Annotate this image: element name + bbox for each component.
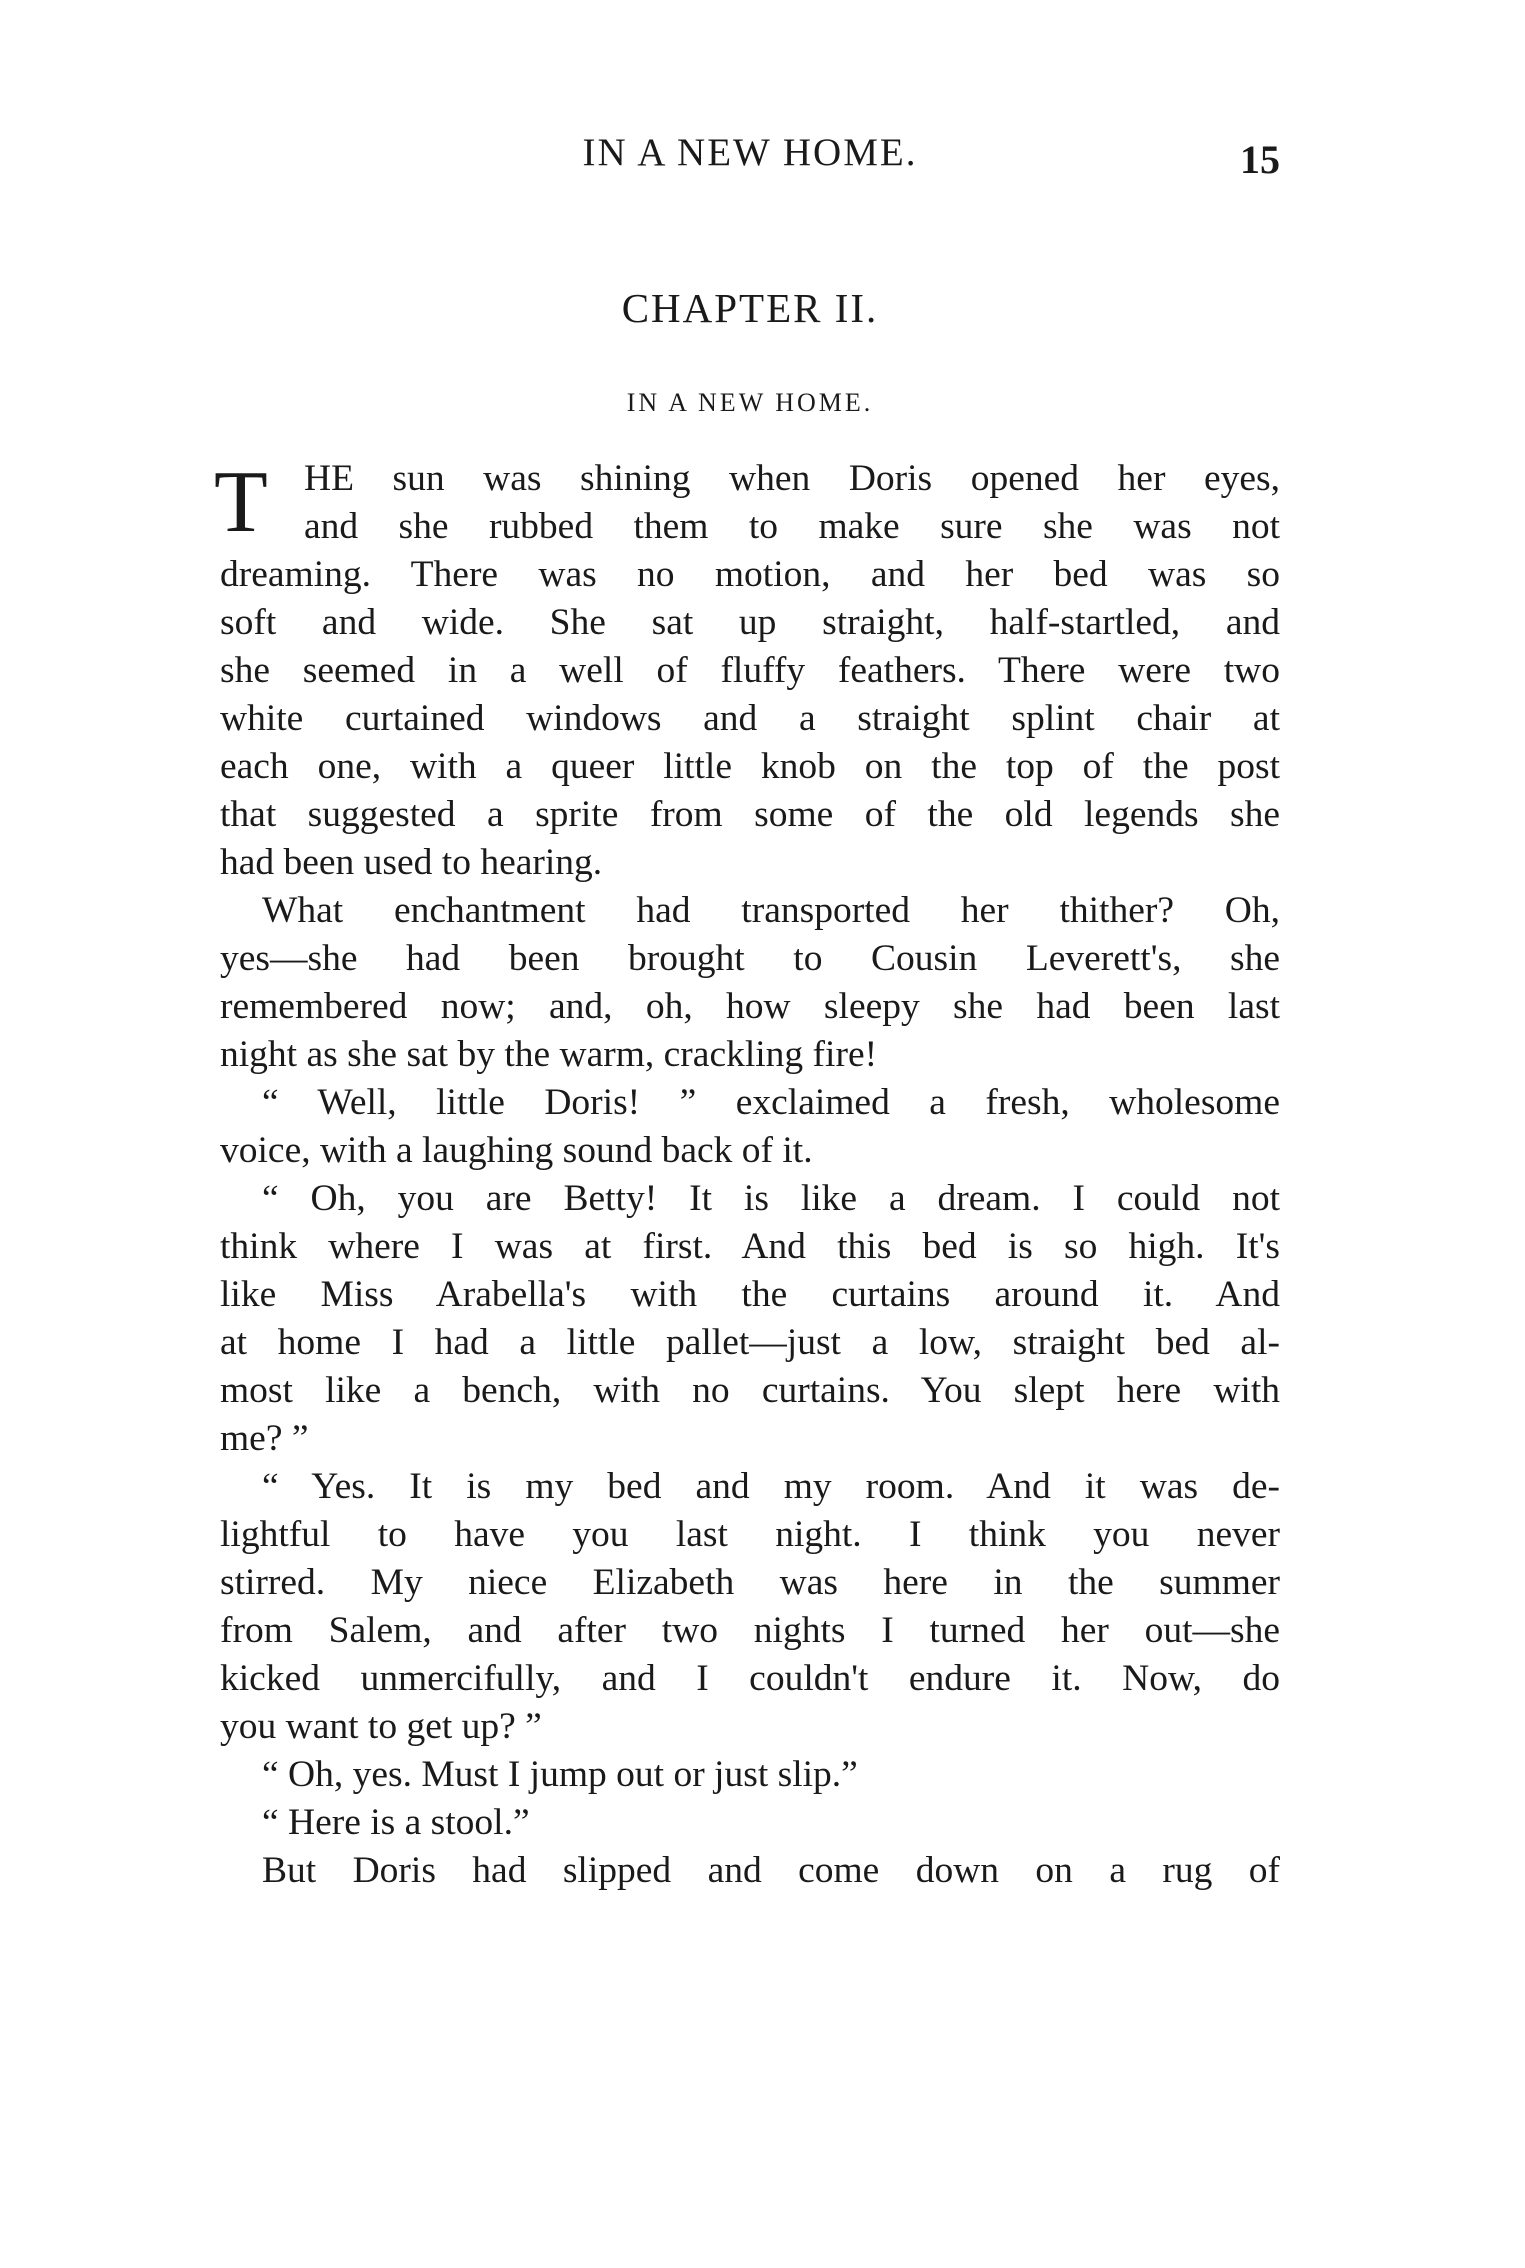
text-line: night as she sat by the warm, crackling fire! [220, 1034, 878, 1075]
text-line: voice, with a laughing sound back of it. [220, 1130, 813, 1171]
text-line: “ Oh, you are Betty! It is like a dream. I could not [262, 1178, 1280, 1219]
drop-cap: T [214, 454, 268, 551]
text-line: “ Well, little Doris! ” exclaimed a fresh, wholesome [262, 1082, 1280, 1123]
text-line: that suggested a sprite from some of the old legends she [220, 794, 1280, 835]
text-line: But Doris had slipped and come down on a rug of [262, 1850, 1280, 1891]
text-line: me? ” [220, 1418, 309, 1459]
text-line: you want to get up? ” [220, 1706, 542, 1747]
text-line: soft and wide. She sat up straight, half-startled, and [220, 602, 1280, 643]
text-line: had been used to hearing. [220, 842, 603, 883]
text-line: remembered now; and, oh, how sleepy she had been last [220, 986, 1280, 1027]
text-line: each one, with a queer little knob on the top of the post [220, 746, 1280, 787]
text-line: “ Here is a stool.” [262, 1802, 530, 1843]
text-line: think where I was at first. And this bed is so high. It's [220, 1226, 1280, 1267]
text-line: most like a bench, with no curtains. You slept here with [220, 1370, 1280, 1411]
text-line: and she rubbed them to make sure she was not [304, 506, 1280, 547]
text-line: white curtained windows and a straight splint chair at [220, 698, 1280, 739]
running-title: IN A NEW HOME. [582, 131, 918, 174]
chapter-subtitle: IN A NEW HOME. [626, 388, 874, 417]
chapter-heading: CHAPTER II. [621, 285, 879, 331]
text-line: “ Oh, yes. Must I jump out or just slip.” [262, 1754, 858, 1795]
text-line: yes—she had been brought to Cousin Leverett's, she [220, 938, 1280, 979]
text-line: kicked unmercifully, and I couldn't endure it. Now, do [220, 1658, 1280, 1699]
text-line-content: HE sun was shining when Doris opened her eyes, [304, 458, 1280, 499]
running-head [220, 130, 1280, 190]
text-line: stirred. My niece Elizabeth was here in the summer [220, 1562, 1280, 1603]
text-line: like Miss Arabella's with the curtains around it. And [220, 1274, 1280, 1315]
text-line: What enchantment had transported her thither? Oh, [262, 890, 1280, 931]
body-text [214, 454, 1280, 1895]
text-line: she seemed in a well of fluffy feathers. There were two [220, 650, 1280, 691]
text-line: “ Yes. It is my bed and my room. And it was de- [262, 1466, 1280, 1507]
text-line: at home I had a little pallet—just a low, straight bed al- [220, 1322, 1280, 1363]
text-line: dreaming. There was no motion, and her bed was so [220, 554, 1280, 595]
page-number: 15 [1240, 137, 1280, 182]
text-line: from Salem, and after two nights I turned her out—she [220, 1610, 1280, 1651]
text-line: lightful to have you last night. I think you never [220, 1514, 1280, 1555]
